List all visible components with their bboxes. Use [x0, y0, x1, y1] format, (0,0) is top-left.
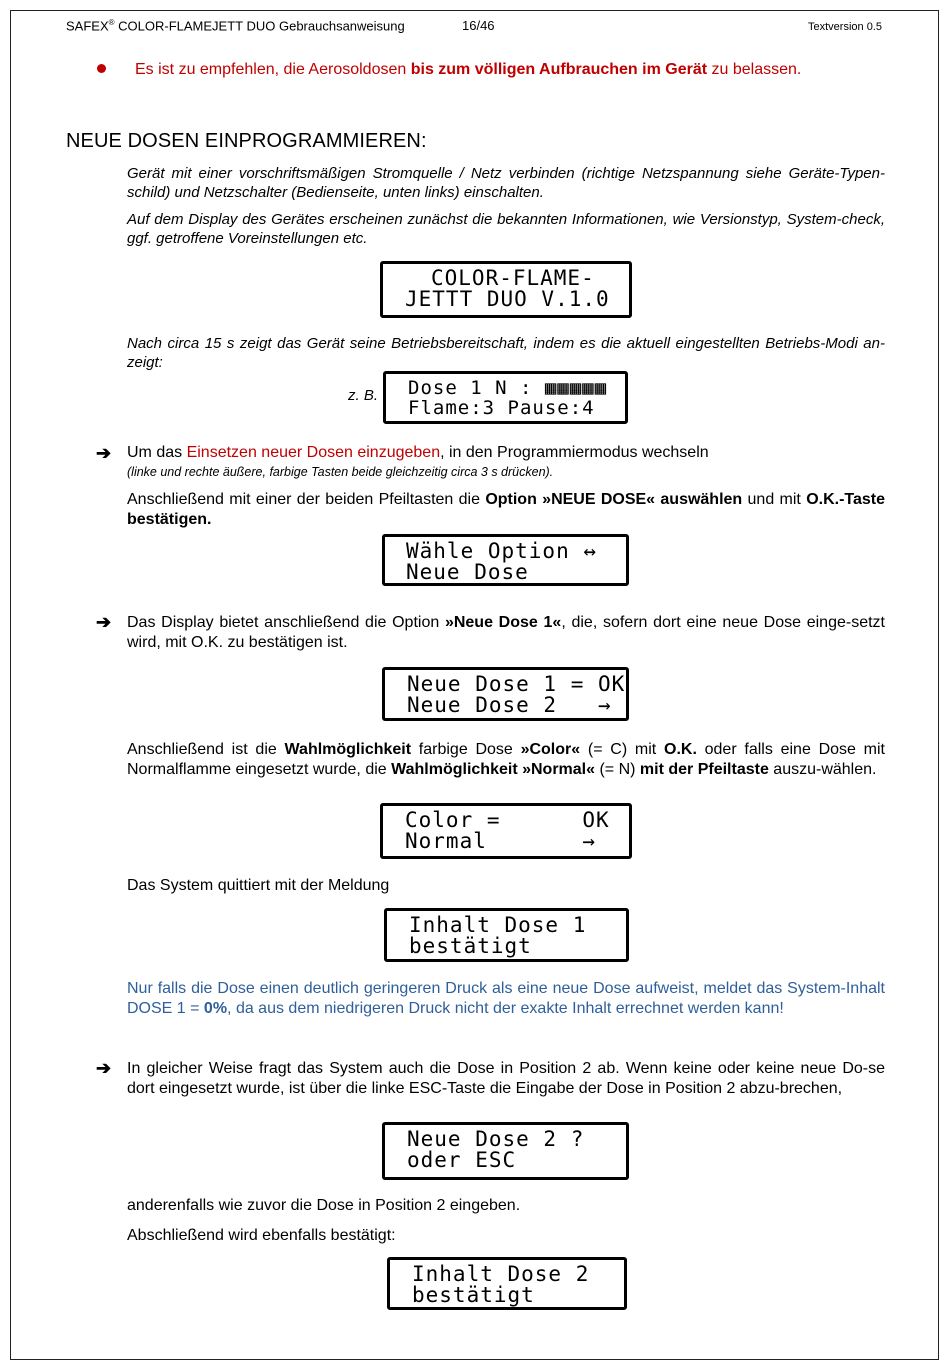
lcd-display-status	[383, 371, 628, 424]
lcd-line: Neue Dose 2 →	[407, 693, 612, 717]
section-title: NEUE DOSEN EINPROGRAMMIEREN:	[66, 130, 427, 152]
lcd-display-new-dose	[382, 667, 629, 721]
paragraph-otherwise: anderenfalls wie zuvor die Dose in Position 2 eingeben.	[127, 1197, 521, 1214]
lcd-line: oder ESC	[407, 1148, 517, 1172]
paragraph-display: Auf dem Display des Gerätes erscheinen zunächst die bekannten Informationen, wie Versionstyp, System-check, ggf. getroffene Voreinstellungen etc.	[127, 211, 885, 247]
intro-text: Es ist zu empfehlen, die Aerosoldosen bis zum völligen Aufbrauchen im Gerät zu belassen.	[135, 61, 802, 78]
step3-text: In gleicher Weise fragt das System auch die Dose in Position 2 ab. Wenn keine oder keine neue Do-se dort eingesetzt wurde, ist über die linke ESC-Taste die Eingabe der Dose in Position 2 abzu-brechen,	[127, 1060, 885, 1097]
example-label: z. B.	[348, 387, 379, 404]
step1-note: (linke und rechte äußere, farbige Tasten beide gleichzeitig circa 3 s drücken).	[127, 465, 554, 479]
lcd-line: Flame:3 Pause:4	[408, 397, 595, 419]
step2-text: Das Display bietet anschließend die Option »Neue Dose 1«, die, sofern dort eine neue Dose einge-setzt wird, mit O.K. zu bestätigen ist.	[127, 614, 885, 651]
paragraph-confirm: Das System quittiert mit der Meldung	[127, 877, 390, 894]
lcd-line: Neue Dose 2 ?	[407, 1127, 585, 1151]
paragraph-color: Anschließend ist die Wahlmöglichkeit farbige Dose »Color« (= C) mit O.K. oder falls eine Dose mit Normalflamme eingesetzt wurde, die Wahlmöglichkeit »Normal« (= N) mit der Pfeiltaste auszu-wählen.	[127, 741, 886, 778]
step1-text: Um das Einsetzen neuer Dosen einzugeben, in den Programmiermodus wechseln	[127, 444, 709, 461]
paragraph-ready: Nach circa 15 s zeigt das Gerät seine Betriebsbereitschaft, indem es die aktuell eingestellten Betriebs-Modi an-zeigt:	[127, 335, 885, 371]
lcd-display-content-2	[387, 1257, 627, 1310]
lcd-line: bestätigt	[409, 934, 532, 958]
paragraph-option: Anschließend mit einer der beiden Pfeiltasten die Option »NEUE DOSE« auswählen und mit O.K.-Taste bestätigen.	[127, 491, 886, 528]
lcd-line: Neue Dose	[406, 560, 529, 584]
header-version: Textversion 0.5	[808, 21, 882, 33]
arrow-icon: ➔	[96, 443, 112, 463]
lcd-display-dose-2	[382, 1122, 629, 1180]
lcd-line: bestätigt	[412, 1283, 535, 1307]
lcd-line: Neue Dose 1 = OK	[407, 672, 626, 696]
lcd-display-color	[380, 803, 632, 859]
lcd-line: Normal →	[405, 829, 597, 853]
lcd-line: COLOR-FLAME-	[431, 266, 595, 290]
lcd-display-version	[380, 261, 632, 318]
arrow-icon: ➔	[96, 612, 112, 632]
paragraph-power: Gerät mit einer vorschriftsmäßigen Stromquelle / Netz verbinden (richtige Netzspannung siehe Geräte-Typen-schild) und Netzschalter (Bedienseite, unten links) einschalten.	[127, 165, 885, 201]
lcd-display-content-1	[384, 908, 629, 962]
lcd-line: Inhalt Dose 2	[412, 1262, 590, 1286]
lcd-line: JETTT DUO V.1.0	[405, 287, 610, 311]
header-title: SAFEX® COLOR-FLAMEJETT DUO Gebrauchsanweisung	[66, 18, 405, 34]
bullet-icon	[97, 64, 106, 73]
header-page: 16/46	[462, 18, 495, 33]
paragraph-final: Abschließend wird ebenfalls bestätigt:	[127, 1227, 396, 1244]
lcd-display-option	[382, 534, 629, 586]
lcd-line: Color = OK	[405, 808, 610, 832]
arrow-icon: ➔	[96, 1058, 112, 1078]
pressure-note: Nur falls die Dose einen deutlich geringeren Druck als eine neue Dose aufweist, meldet das System-Inhalt DOSE 1 = 0%, da aus dem niedrigeren Druck nicht der exakte Inhalt errechnet werden kann!	[127, 980, 885, 1017]
lcd-line: Dose 1 N : ▦▦▦▦▦	[408, 377, 608, 399]
lcd-line: Wähle Option ↔	[406, 539, 598, 563]
lcd-line: Inhalt Dose 1	[409, 913, 587, 937]
